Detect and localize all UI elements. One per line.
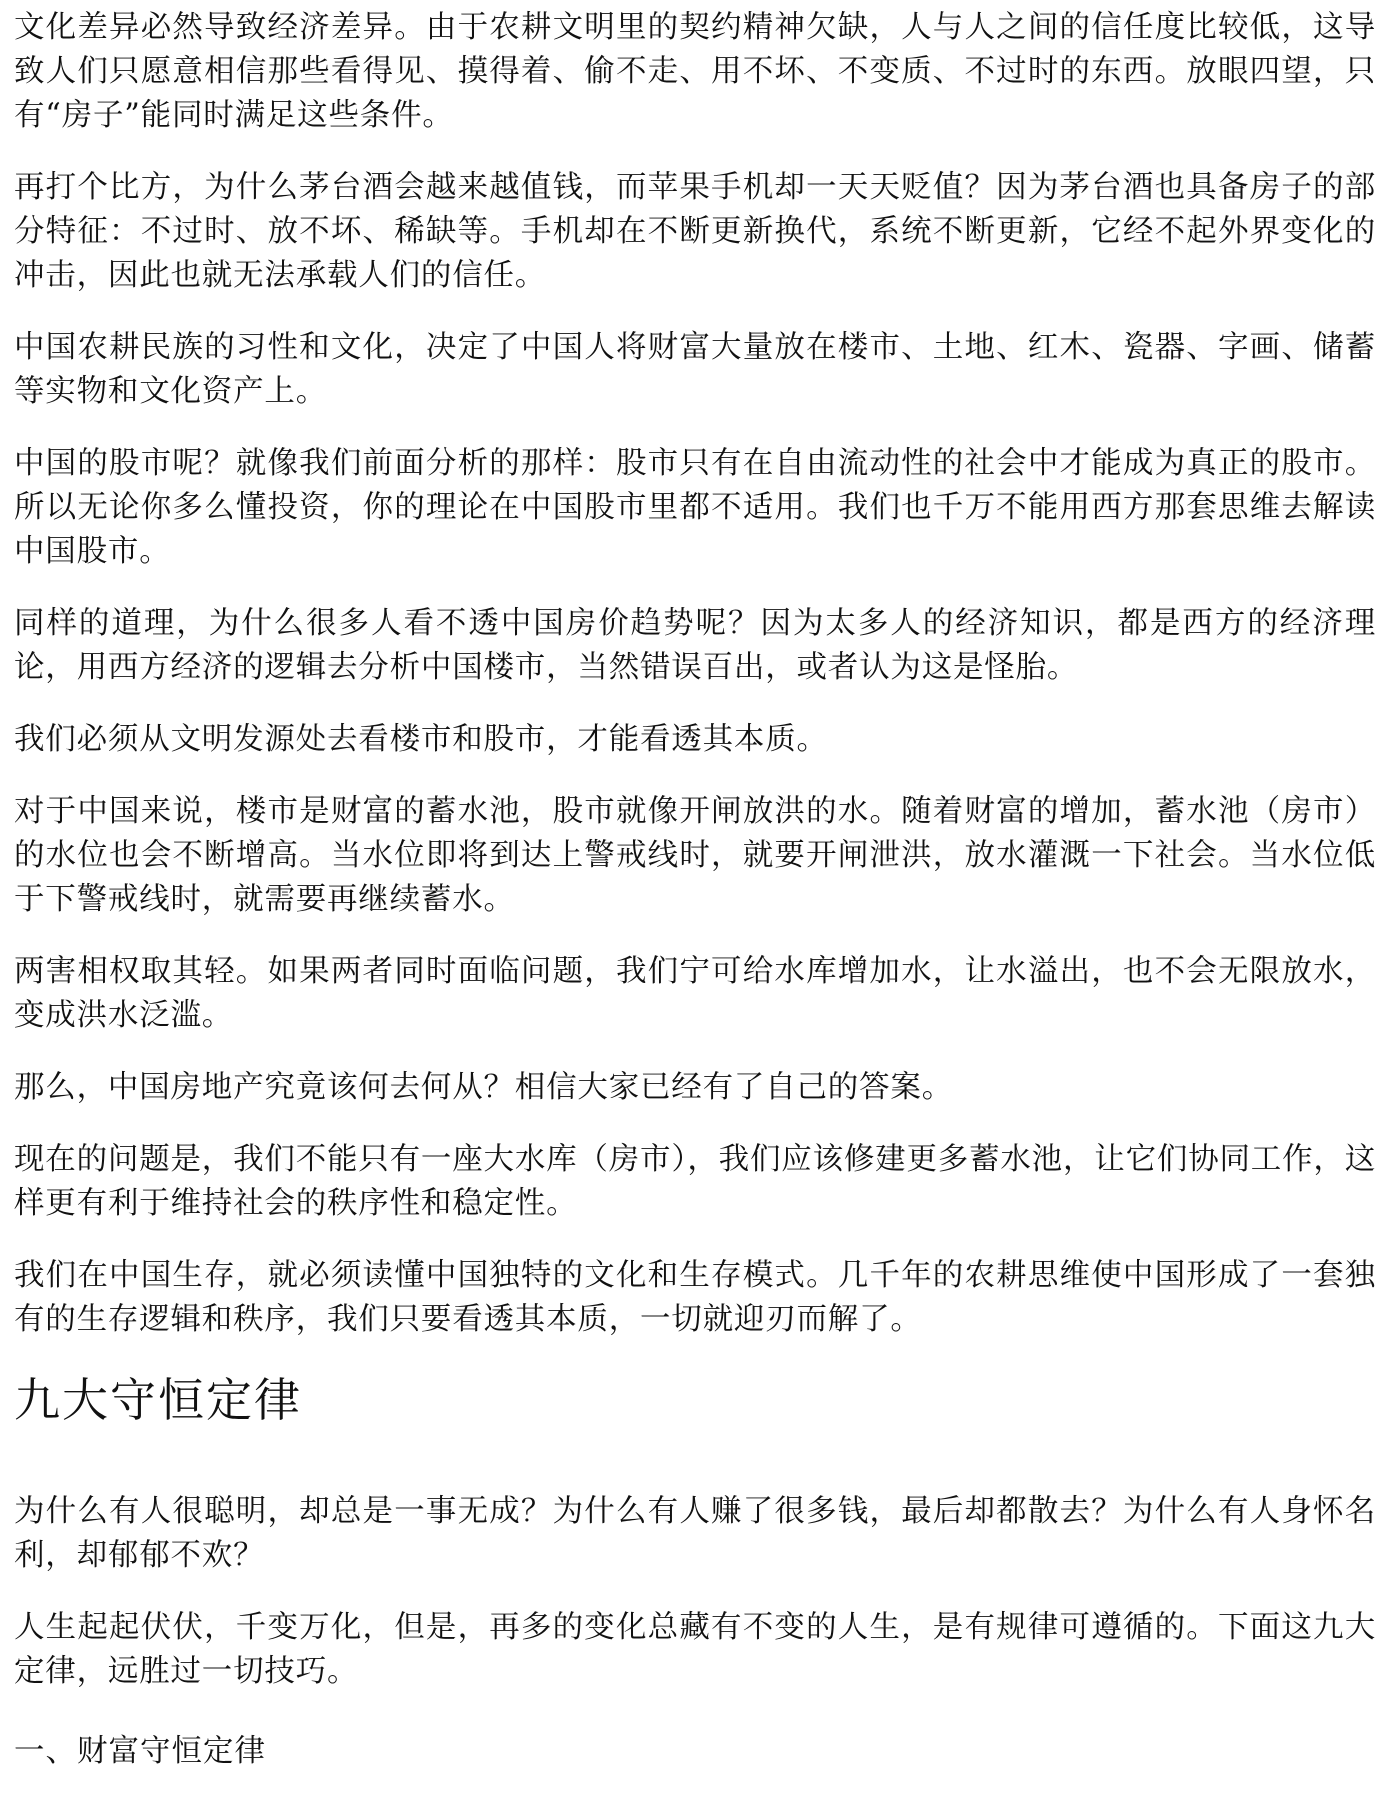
paragraph: 为什么有人很聪明，却总是一事无成？为什么有人赚了很多钱，最后却都散去？为什么有人身怀名利，却郁郁不欢？ [14, 1494, 1376, 1573]
paragraph: 文化差异必然导致经济差异。由于农耕文明里的契约精神欠缺，人与人之间的信任度比较低，这导致人们只愿意相信那些看得见、摸得着、偷不走、用不坏、不变质、不过时的东西。放眼四望，只有“房子”能同时满足这些条件。 [14, 10, 1376, 133]
paragraph: 对于中国来说，楼市是财富的蓄水池，股市就像开闸放洪的水。随着财富的增加，蓄水池（房市）的水位也会不断增高。当水位即将到达上警戒线时，就要开闸泄洪，放水灌溉一下社会。当水位低于下警戒线时，就需要再继续蓄水。 [14, 794, 1376, 917]
paragraph: 人生起起伏伏，千变万化，但是，再多的变化总藏有不变的人生，是有规律可遵循的。下面这九大定律，远胜过一切技巧。 [14, 1610, 1376, 1689]
paragraph: 再打个比方，为什么茅台酒会越来越值钱，而苹果手机却一天天贬值？因为茅台酒也具备房子的部分特征：不过时、放不坏、稀缺等。手机却在不断更新换代，系统不断更新，它经不起外界变化的冲击，因此也就无法承载人们的信任。 [14, 170, 1376, 293]
paragraph: 那么，中国房地产究竟该何去何从？相信大家已经有了自己的答案。 [14, 1070, 953, 1105]
paragraph: 中国农耕民族的习性和文化，决定了中国人将财富大量放在楼市、土地、红木、瓷器、字画、储蓄等实物和文化资产上。 [14, 330, 1376, 409]
paragraph: 中国的股市呢？就像我们前面分析的那样：股市只有在自由流动性的社会中才能成为真正的股市。所以无论你多么懂投资，你的理论在中国股市里都不适用。我们也千万不能用西方那套思维去解读中国股市。 [14, 446, 1376, 569]
paragraph: 同样的道理，为什么很多人看不透中国房价趋势呢？因为太多人的经济知识，都是西方的经济理论，用西方经济的逻辑去分析中国楼市，当然错误百出，或者认为这是怪胎。 [14, 606, 1376, 685]
paragraph: 我们必须从文明发源处去看楼市和股市，才能看透其本质。 [14, 722, 828, 757]
section-title: 九大守恒定律 [14, 1373, 302, 1427]
document-page [14, 0, 1376, 1774]
paragraph: 两害相权取其轻。如果两者同时面临问题，我们宁可给水库增加水，让水溢出，也不会无限放水，变成洪水泛滥。 [14, 954, 1376, 1033]
paragraph: 我们在中国生存，就必须读懂中国独特的文化和生存模式。几千年的农耕思维使中国形成了一套独有的生存逻辑和秩序，我们只要看透其本质，一切就迎刃而解了。 [14, 1258, 1376, 1337]
paragraph: 现在的问题是，我们不能只有一座大水库（房市），我们应该修建更多蓄水池，让它们协同工作，这样更有利于维持社会的秩序性和稳定性。 [14, 1142, 1376, 1221]
subsection-title: 一、财富守恒定律 [14, 1734, 266, 1769]
